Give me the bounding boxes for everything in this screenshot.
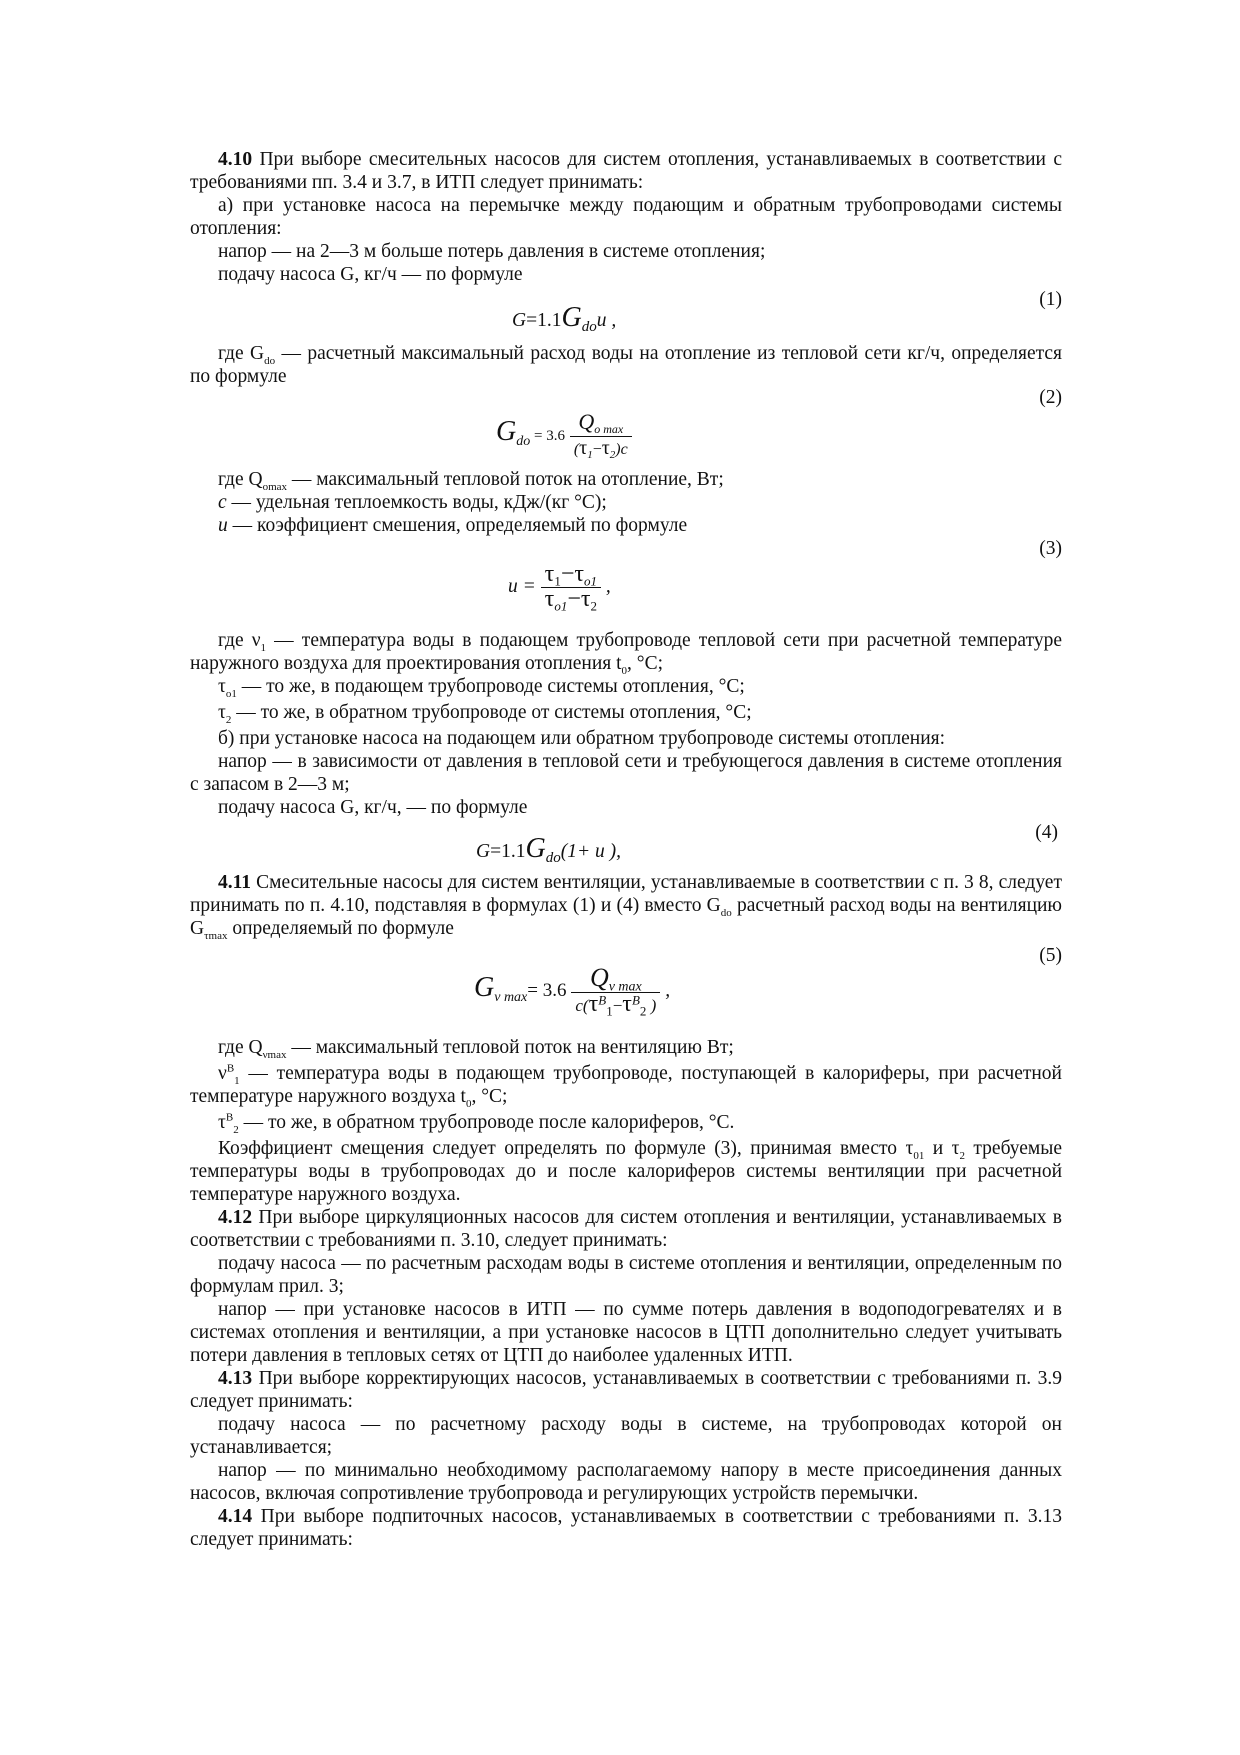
- paragraph: $\tau_{o1}$ — то же, в подающем трубопроводе системы отопления, °С;: [218, 676, 745, 700]
- formula-5: [190, 940, 1062, 1036]
- formula-expression: $G=1.1G_{do}(1+ u$ ),: [476, 833, 621, 866]
- paragraph: напор — при установке насосов в ИТП — по сумме потерь давления в водоподогревателях и в системах отопления и вентиляции, а при установке насосов в ЦТП дополнительно следует учитывать потери давления в тепловых сетях от ЦТП до наиболее удаленных ИТП.: [190, 1299, 1062, 1366]
- document-page: [190, 148, 1062, 1551]
- formula-number: (4): [1035, 822, 1058, 843]
- formula-expression: $G_{do} = 3.6$ $\frac{Q_{o max}}{(\tau_1-\tau_2)c}$: [496, 410, 632, 461]
- paragraph-4-14: 4.14 При выборе подпиточных насосов, устанавливаемых в соответствии с требованиями п. 3.13 следует принимать:: [190, 1506, 1062, 1550]
- section-number: 4.14: [218, 1506, 253, 1527]
- formula-expression: $G_{\nu max}= 3.6$ $\frac{Q_{\nu max}}{c(\tau^B_1-\tau^B_2 )}$ ,: [474, 963, 671, 1019]
- paragraph: c — удельная теплоемкость воды, кДж/(кг °С);: [218, 492, 607, 513]
- section-number: 4.12: [218, 1207, 253, 1228]
- paragraph: напор — по минимально необходимому располагаемому напору в месте присоединения данных насосов, включая сопротивление трубопровода и регулирующих устройств перемычки.: [190, 1460, 1062, 1504]
- paragraph: подачу насоса — по расчетным расходам воды в системе отопления и вентиляции, определенным по формулам прил. 3;: [190, 1253, 1062, 1297]
- paragraph: б) при установке насоса на подающем или обратном трубопроводе системы отопления:: [218, 728, 946, 749]
- section-number: 4.10: [218, 149, 253, 170]
- paragraph: $\nu^В_1$ — температура воды в подающем трубопроводе, поступающей в калориферы, при расчетной температуре наружного воздуха $t_0$, °С;: [190, 1062, 1062, 1110]
- paragraph: Коэффициент смещения следует определять по формуле (3), принимая вместо $\tau_{01}$ и $\tau_2$ требуемые температуры воды в трубопроводах до и после калориферов системы вентиляции при расчетной температуре наружного воздуха.: [190, 1138, 1062, 1205]
- formula-3: [190, 537, 1062, 629]
- formula-number: (1): [1039, 289, 1062, 310]
- paragraph: $\tau^В_2$ — то же, в обратном трубопроводе после калориферов, °С.: [218, 1111, 735, 1136]
- paragraph-4-10: 4.10 При выборе смесительных насосов для систем отопления, устанавливаемых в соответствии с требованиями пп. 3.4 и 3.7, в ИТП следует принимать:: [190, 149, 1062, 193]
- formula-number: (5): [1039, 945, 1062, 966]
- paragraph: подачу насоса G, кг/ч, — по формуле: [218, 797, 528, 818]
- formula-expression: u = $\frac{\tau_1-\tau_{o1}}{\tau_{o1}-\tau_2}$ ,: [508, 561, 611, 614]
- paragraph: подачу насоса — по расчетному расходу воды в системе, на трубопроводах которой он устанавливается;: [190, 1414, 1062, 1458]
- paragraph: напор — в зависимости от давления в тепловой сети и требующегося давления в системе отопления с запасом в 2—3 м;: [190, 751, 1062, 795]
- formula-number: (3): [1039, 538, 1062, 559]
- paragraph-4-13: 4.13 При выборе корректирующих насосов, устанавливаемых в соответствии с требованиями п. 3.9 следует принимать:: [190, 1368, 1062, 1412]
- paragraph: где $Q_{\nu max}$ — максимальный тепловой поток на вентиляцию Вт;: [218, 1037, 734, 1061]
- paragraph: подачу насоса G, кг/ч — по формуле: [218, 264, 523, 285]
- paragraph: где $Q_{omax}$ — максимальный тепловой поток на отопление, Вт;: [218, 469, 724, 493]
- formula-2: [190, 388, 1062, 468]
- paragraph: u — коэффициент смешения, определяемый по формуле: [218, 515, 688, 536]
- paragraph: напор — на 2—3 м больше потерь давления в системе отопления;: [218, 241, 766, 262]
- paragraph-4-11: 4.11 Смесительные насосы для систем вентиляции, устанавливаемые в соответствии с п. 3 8, следует принимать по п. 4.10, подставляя в формулах (1) и (4) вместо $G_{do}$ расчетный расход воды на вентиляцию $G_{\tau max}$ определяемый по формуле: [190, 872, 1063, 942]
- section-number: 4.11: [218, 872, 252, 893]
- paragraph-4-12: 4.12 При выборе циркуляционных насосов для систем отопления и вентиляции, устанавливаемых в соответствии с требованиями п. 3.10, следует принимать:: [190, 1207, 1062, 1251]
- paragraph: где $G_{do}$ — расчетный максимальный расход воды на отопление из тепловой сети кг/ч, определяется по формуле: [190, 343, 1062, 387]
- formula-expression: $G=1.1G_{do}u$ ,: [512, 302, 617, 335]
- paragraph: а) при установке насоса на перемычке между подающим и обратным трубопроводами системы отопления:: [190, 195, 1062, 239]
- formula-1: [190, 286, 1062, 335]
- paragraph: где $\nu_1$ — температура воды в подающем трубопроводе тепловой сети при расчетной температуре наружного воздуха для проектирования отопления $t_0$, °С;: [190, 630, 1062, 677]
- formula-number: (2): [1039, 387, 1062, 408]
- paragraph: $\tau_2$ — то же, в обратном трубопроводе от системы отопления, °С;: [218, 702, 752, 726]
- section-number: 4.13: [218, 1368, 253, 1389]
- formula-4: [190, 819, 1062, 867]
